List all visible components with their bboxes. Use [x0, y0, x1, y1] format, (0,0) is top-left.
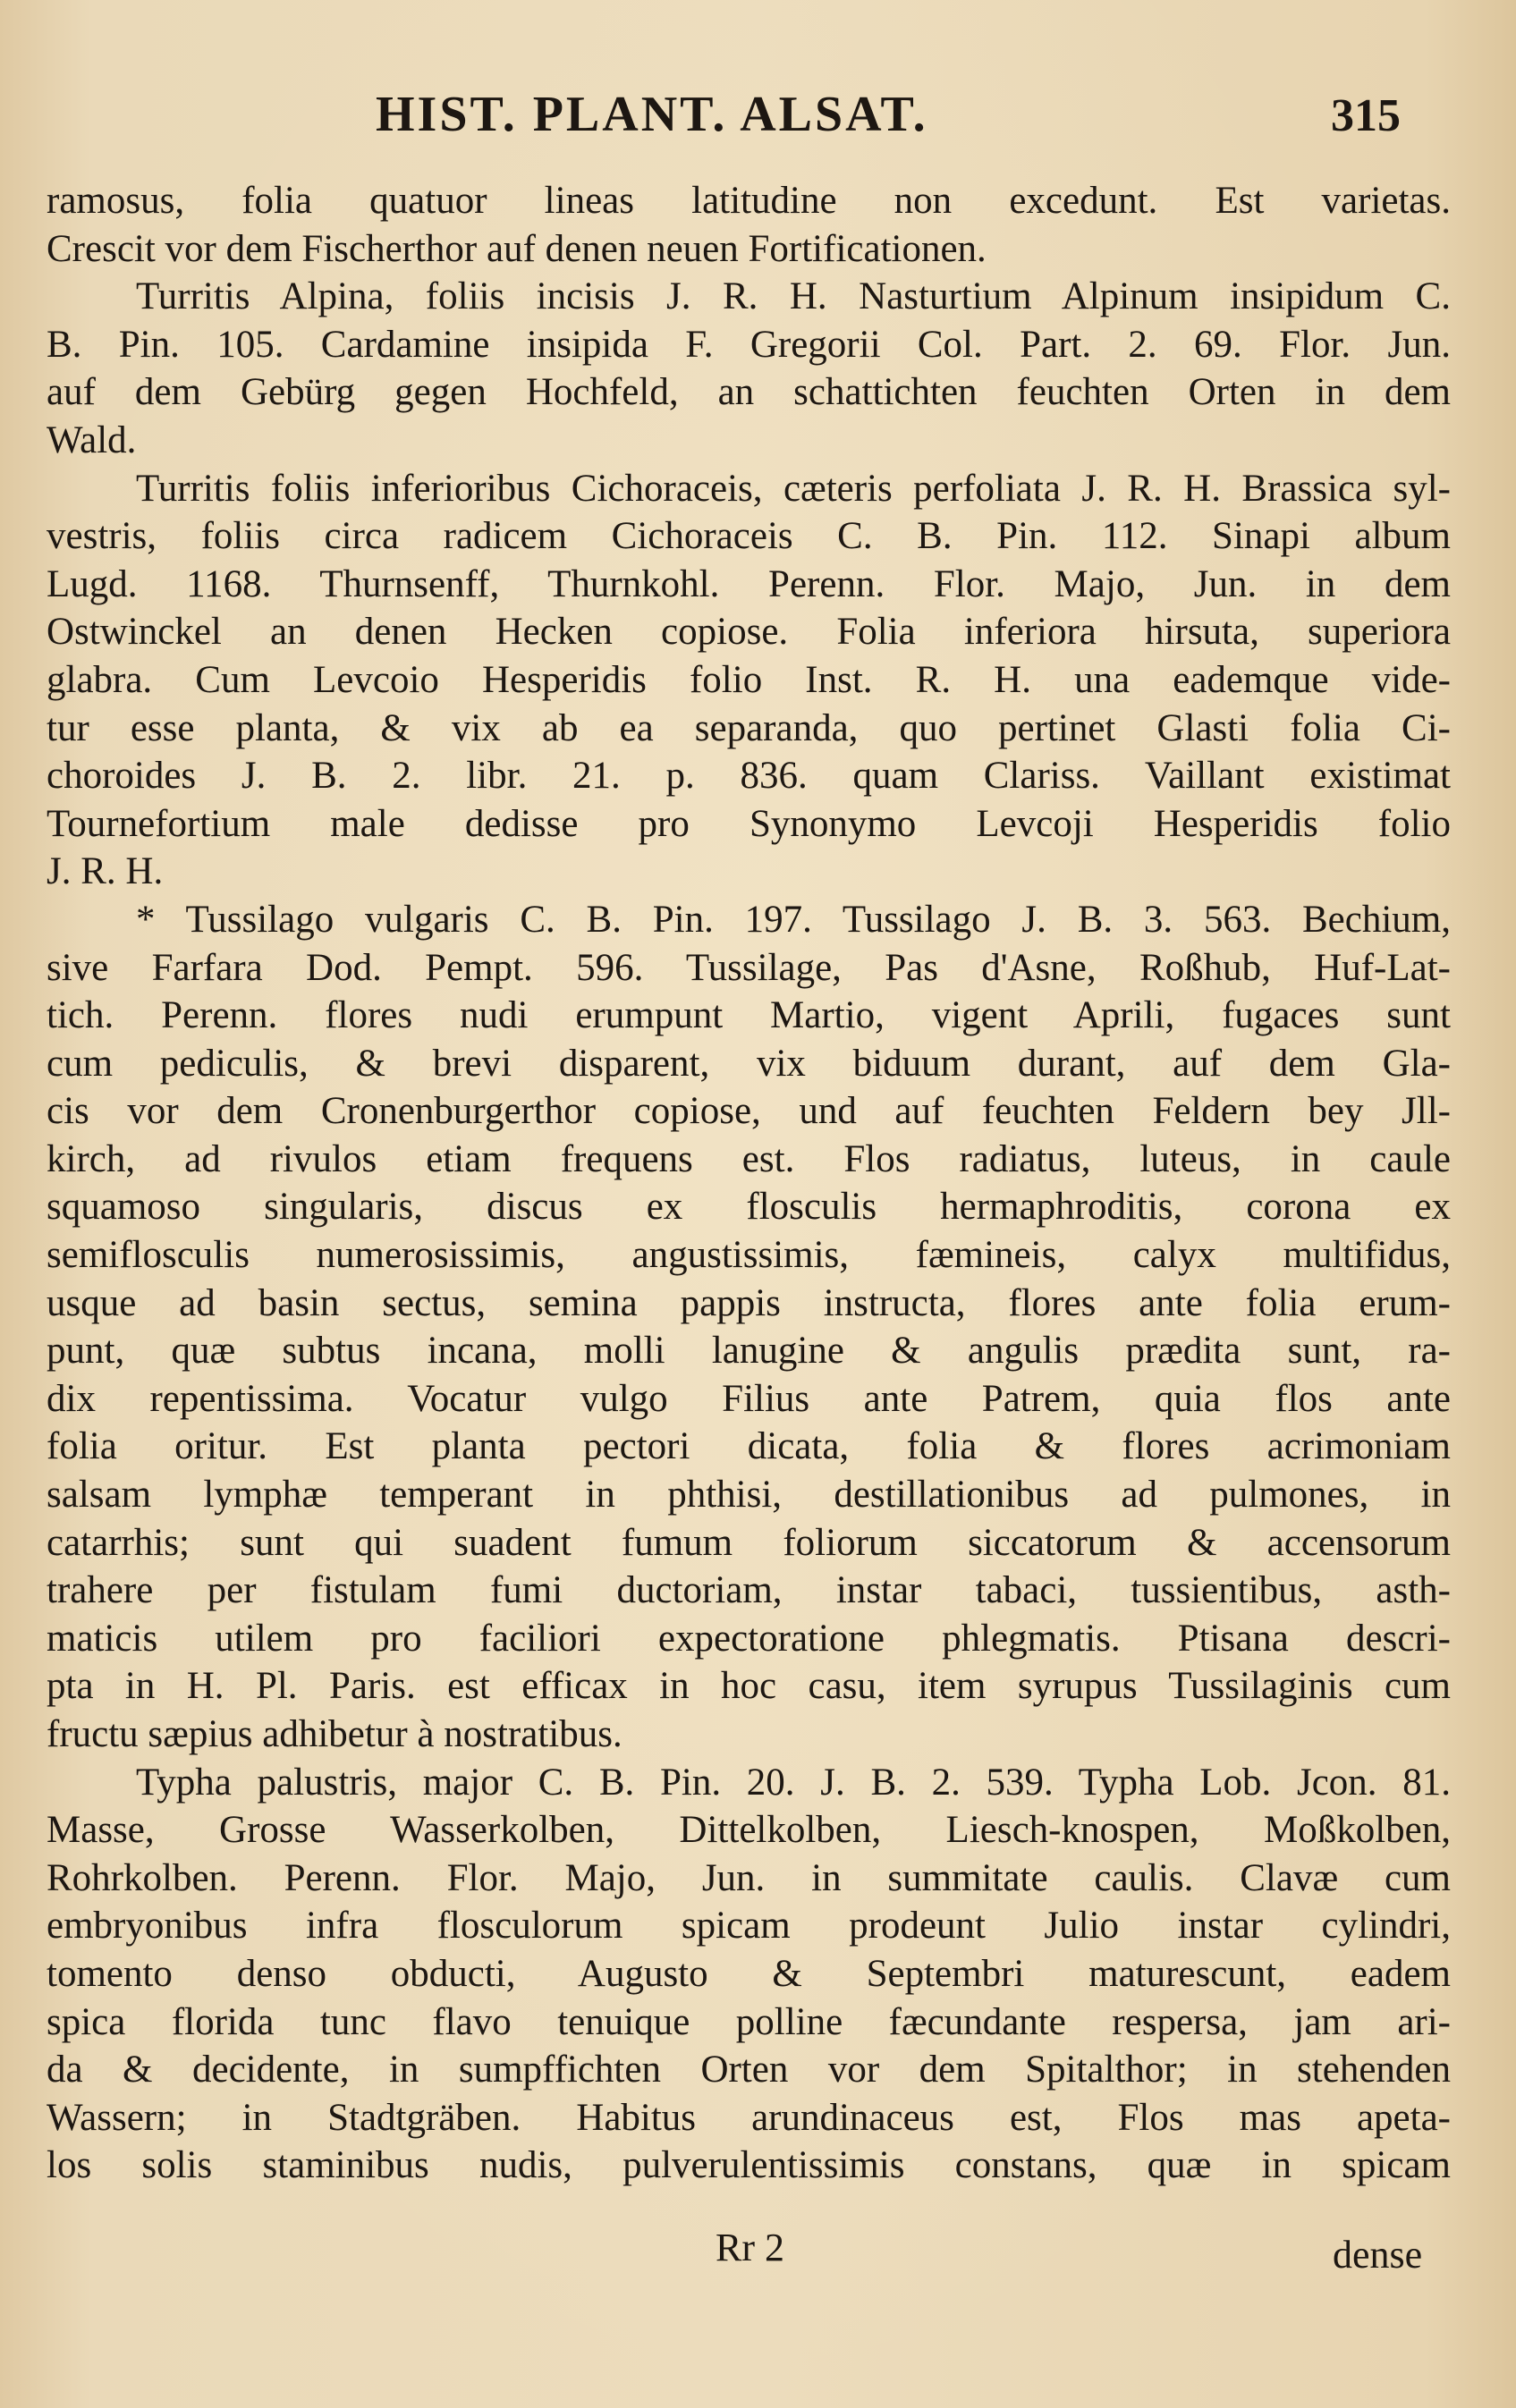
- text-line: Turritis Alpina, foliis incisis J. R. H. Nasturtium Alpinum insipidum C.: [136, 275, 1451, 318]
- text-line: trahere per fistulam fumi ductoriam, instar tabaci, tussientibus, asth-: [47, 1569, 1451, 1612]
- text-line: Turritis foliis inferioribus Cichoraceis, cæteris perfoliata J. R. H. Brassica syl-: [136, 467, 1451, 510]
- text-line: sive Farfara Dod. Pempt. 596. Tussilage, Pas d'Asne, Roßhub, Huf-Lat-: [47, 946, 1451, 989]
- text-line: Tournefortium male dedisse pro Synonymo Levcoji Hesperidis folio: [47, 802, 1451, 845]
- text-line: vestris, foliis circa radicem Cichoraceis C. B. Pin. 112. Sinapi album: [47, 515, 1451, 558]
- text-line: tur esse planta, & vix ab ea separanda, quo pertinet Glasti folia Ci-: [47, 706, 1451, 749]
- text-line: tomento denso obducti, Augusto & Septembri maturescunt, eadem: [47, 1952, 1451, 1995]
- text-line: salsam lymphæ temperant in phthisi, destillationibus ad pulmones, in: [47, 1474, 1451, 1517]
- text-line: da & decidente, in sumpffichten Orten vor dem Spitalthor; in stehenden: [47, 2049, 1451, 2091]
- text-line: Wassern; in Stadtgräben. Habitus arundinaceus est, Flos mas apeta-: [47, 2096, 1451, 2139]
- text-line: squamoso singularis, discus ex flosculis hermaphroditis, corona ex: [47, 1186, 1451, 1229]
- text-line: folia oritur. Est planta pectori dicata, folia & flores acrimoniam: [47, 1425, 1451, 1468]
- text-line: Rohrkolben. Perenn. Flor. Majo, Jun. in summitate caulis. Clavæ cum: [47, 1856, 1451, 1899]
- text-line: kirch, ad rivulos etiam frequens est. Flos radiatus, luteus, in caule: [47, 1137, 1451, 1180]
- catchword: dense: [1333, 2233, 1423, 2277]
- text-line: glabra. Cum Levcoio Hesperidis folio Inst. R. H. una eademque vide-: [47, 658, 1451, 701]
- text-line: cum pediculis, & brevi disparent, vix biduum durant, auf dem Gla-: [47, 1042, 1451, 1085]
- text-line: catarrhis; sunt qui suadent fumum foliorum siccatorum & accensorum: [47, 1521, 1451, 1564]
- page-header: [0, 86, 1516, 148]
- text-line: usque ad basin sectus, semina pappis instructa, flores ante folia erum-: [47, 1281, 1451, 1324]
- body-text: [47, 177, 1451, 2190]
- running-head: HIST. PLANT. ALSAT.: [376, 87, 928, 142]
- text-line: tich. Perenn. flores nudi erumpunt Martio, vigent Aprili, fugaces sunt: [47, 994, 1451, 1037]
- text-line: Lugd. 1168. Thurnsenff, Thurnkohl. Perenn. Flor. Majo, Jun. in dem: [47, 562, 1451, 605]
- signature-mark: Rr 2: [716, 2226, 784, 2269]
- text-line: Typha palustris, major C. B. Pin. 20. J. B. 2. 539. Typha Lob. Jcon. 81.: [136, 1761, 1451, 1804]
- text-line: J. R. H.: [47, 850, 164, 893]
- text-line: B. Pin. 105. Cardamine insipida F. Gregorii Col. Part. 2. 69. Flor. Jun.: [47, 323, 1451, 366]
- text-line: punt, quæ subtus incana, molli lanugine & angulis prædita sunt, ra-: [47, 1330, 1451, 1373]
- text-line: choroides J. B. 2. libr. 21. p. 836. quam Clariss. Vaillant existimat: [47, 755, 1451, 798]
- page-footer: [0, 2225, 1516, 2278]
- text-line: semiflosculis numerosissimis, angustissimis, fæmineis, calyx multifidus,: [47, 1234, 1451, 1277]
- text-line: fructu sæpius adhibetur à nostratibus.: [47, 1713, 622, 1755]
- text-line: Ostwinckel an denen Hecken copiose. Folia inferiora hirsuta, superiora: [47, 611, 1451, 654]
- text-line: spica florida tunc flavo tenuique polline fæcundante respersa, jam ari-: [47, 2000, 1451, 2043]
- text-line: auf dem Gebürg gegen Hochfeld, an schattichten feuchten Orten in dem: [47, 371, 1451, 414]
- text-line: maticis utilem pro faciliori expectoratione phlegmatis. Ptisana descri-: [47, 1617, 1451, 1660]
- text-line: pta in H. Pl. Paris. est efficax in hoc casu, item syrupus Tussilaginis cum: [47, 1665, 1451, 1708]
- text-line: * Tussilago vulgaris C. B. Pin. 197. Tussilago J. B. 3. 563. Bechium,: [136, 898, 1451, 941]
- page-number: 315: [1331, 90, 1401, 141]
- text-line: Masse, Grosse Wasserkolben, Dittelkolben, Liesch-knospen, Moßkolben,: [47, 1809, 1451, 1852]
- text-line: los solis staminibus nudis, pulverulentissimis constans, quæ in spicam: [47, 2144, 1451, 2187]
- text-line: Crescit vor dem Fischerthor auf denen neuen Fortificationen.: [47, 227, 987, 270]
- text-line: dix repentissima. Vocatur vulgo Filius ante Patrem, quia flos ante: [47, 1377, 1451, 1420]
- text-line: ramosus, folia quatuor lineas latitudine non excedunt. Est varietas.: [47, 180, 1451, 222]
- text-line: embryonibus infra flosculorum spicam prodeunt Julio instar cylindri,: [47, 1905, 1451, 1948]
- text-line: cis vor dem Cronenburgerthor copiose, und auf feuchten Feldern bey Jll-: [47, 1090, 1451, 1133]
- text-line: Wald.: [47, 418, 137, 461]
